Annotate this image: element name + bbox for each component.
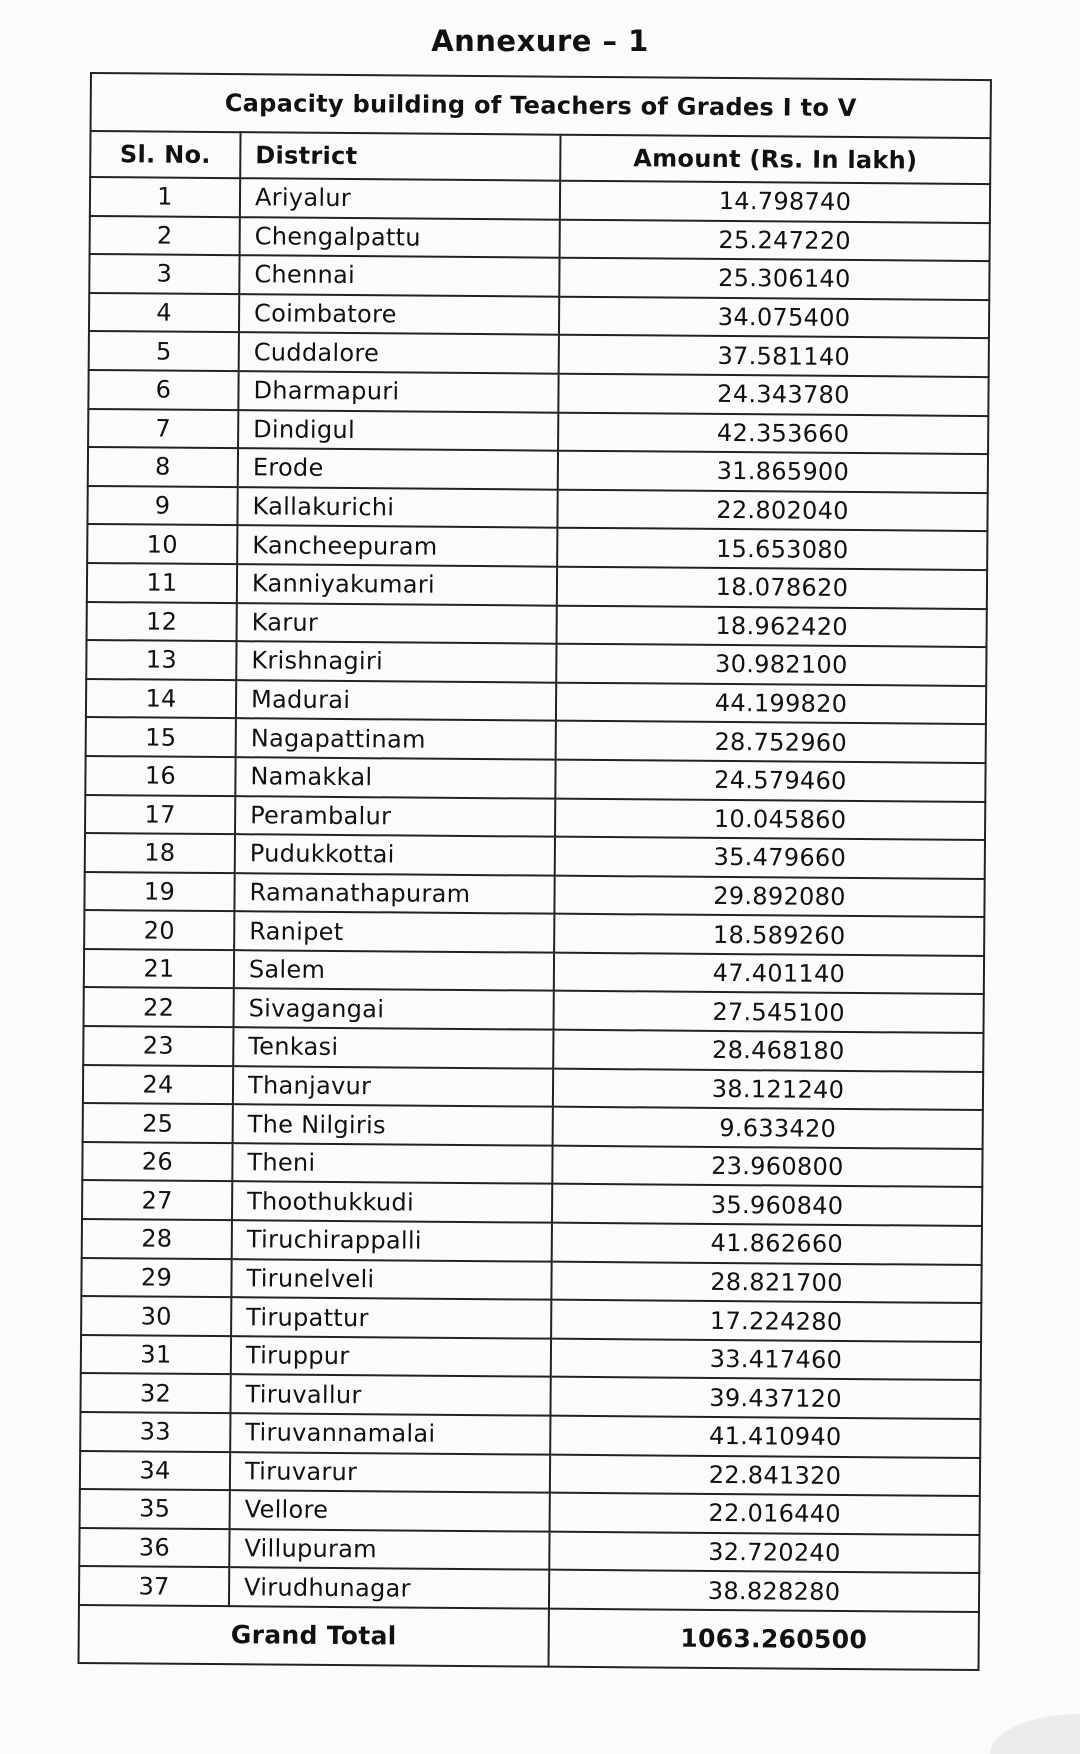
sl-no-cell: 36 — [79, 1528, 229, 1568]
district-cell: Tiruppur — [231, 1336, 551, 1377]
sl-no-cell: 10 — [87, 524, 237, 564]
district-cell: Vellore — [230, 1490, 550, 1531]
amount-cell: 33.417460 — [551, 1338, 981, 1380]
amount-cell: 15.653080 — [557, 528, 987, 570]
amount-cell: 41.410940 — [550, 1416, 980, 1458]
district-cell: Erode — [238, 448, 558, 489]
amount-cell: 24.343780 — [558, 374, 988, 416]
sl-no-cell: 16 — [85, 756, 235, 796]
amount-cell: 44.199820 — [556, 682, 986, 724]
district-cell: Sivagangai — [234, 989, 554, 1030]
amount-cell: 28.821700 — [551, 1261, 981, 1303]
grand-total-amount: 1063.260500 — [548, 1609, 978, 1670]
sl-no-cell: 9 — [87, 486, 237, 526]
amount-cell: 28.752960 — [556, 721, 986, 763]
sl-no-cell: 37 — [79, 1566, 229, 1606]
district-cell: Thanjavur — [233, 1066, 553, 1107]
district-cell: Chennai — [239, 255, 559, 296]
district-cell: Krishnagiri — [236, 641, 556, 682]
amount-cell: 38.121240 — [553, 1068, 983, 1110]
header-district: District — [240, 132, 560, 181]
amount-cell: 25.306140 — [559, 258, 989, 300]
amount-cell: 23.960800 — [552, 1146, 982, 1188]
amount-cell: 41.862660 — [552, 1223, 982, 1265]
sl-no-cell: 26 — [82, 1142, 232, 1182]
district-cell: Dindigul — [238, 410, 558, 451]
amount-cell: 35.960840 — [552, 1184, 982, 1226]
sl-no-cell: 31 — [81, 1335, 231, 1375]
amount-cell: 39.437120 — [550, 1377, 980, 1419]
district-cell: Tirupattur — [231, 1297, 551, 1338]
sl-no-cell: 27 — [82, 1180, 232, 1220]
sl-no-cell: 30 — [81, 1296, 231, 1336]
sl-no-cell: 28 — [82, 1219, 232, 1259]
district-cell: Kallakurichi — [237, 487, 557, 528]
district-cell: Nagapattinam — [236, 718, 556, 759]
amount-cell: 9.633420 — [553, 1107, 983, 1149]
amount-cell: 18.078620 — [557, 567, 987, 609]
page-corner-shadow — [990, 1714, 1080, 1754]
amount-cell: 31.865900 — [558, 451, 988, 493]
amount-cell: 22.841320 — [550, 1454, 980, 1496]
sl-no-cell: 22 — [84, 987, 234, 1027]
district-cell: Tenkasi — [233, 1027, 553, 1068]
amount-cell: 30.982100 — [556, 644, 986, 686]
sl-no-cell: 4 — [89, 293, 239, 333]
amount-cell: 18.589260 — [554, 914, 984, 956]
district-cell: Kanniyakumari — [237, 564, 557, 605]
district-cell: Salem — [234, 950, 554, 991]
amount-cell: 34.075400 — [559, 296, 989, 338]
amount-cell: 42.353660 — [558, 412, 988, 454]
sl-no-cell: 1 — [90, 177, 240, 217]
amount-cell: 22.016440 — [550, 1493, 980, 1535]
amount-cell: 10.045860 — [555, 798, 985, 840]
sl-no-cell: 11 — [87, 563, 237, 603]
sl-no-cell: 8 — [88, 447, 238, 487]
district-cell: Madurai — [236, 680, 556, 721]
sl-no-cell: 14 — [86, 679, 236, 719]
amount-cell: 27.545100 — [553, 991, 983, 1033]
amount-cell: 32.720240 — [549, 1531, 979, 1573]
district-cell: Ariyalur — [240, 178, 560, 219]
header-row — [90, 131, 990, 184]
table-body — [79, 177, 990, 1612]
district-cell: Dharmapuri — [238, 371, 558, 412]
district-cell: Perambalur — [235, 796, 555, 837]
district-cell: Karur — [237, 603, 557, 644]
grand-total-row — [79, 1605, 979, 1670]
sl-no-cell: 6 — [88, 370, 238, 410]
sl-no-cell: 25 — [83, 1103, 233, 1143]
sl-no-cell: 15 — [86, 717, 236, 757]
sl-no-cell: 35 — [80, 1489, 230, 1529]
allocation-table — [77, 72, 991, 1671]
district-cell: Kancheepuram — [237, 526, 557, 567]
sl-no-cell: 17 — [85, 794, 235, 834]
header-sl-no: Sl. No. — [90, 131, 240, 178]
district-cell: Theni — [232, 1143, 552, 1184]
sl-no-cell: 20 — [84, 910, 234, 950]
sl-no-cell: 18 — [85, 833, 235, 873]
amount-cell: 29.892080 — [554, 875, 984, 917]
caption-row — [91, 73, 991, 138]
amount-cell: 18.962420 — [557, 605, 987, 647]
amount-cell: 17.224280 — [551, 1300, 981, 1342]
grand-total-label: Grand Total — [79, 1605, 549, 1667]
sl-no-cell: 2 — [90, 216, 240, 256]
amount-cell: 35.479660 — [555, 837, 985, 879]
amount-cell: 47.401140 — [554, 953, 984, 995]
sl-no-cell: 12 — [87, 602, 237, 642]
district-cell: Coimbatore — [239, 294, 559, 335]
amount-cell: 37.581140 — [559, 335, 989, 377]
district-cell: Ramanathapuram — [234, 873, 554, 914]
amount-cell: 38.828280 — [549, 1570, 979, 1612]
district-cell: Tiruchirappalli — [232, 1220, 552, 1261]
district-cell: Virudhunagar — [229, 1568, 549, 1609]
district-cell: Namakkal — [235, 757, 555, 798]
sl-no-cell: 3 — [89, 254, 239, 294]
sl-no-cell: 13 — [86, 640, 236, 680]
sl-no-cell: 5 — [89, 331, 239, 371]
sl-no-cell: 32 — [80, 1373, 230, 1413]
header-amount: Amount (Rs. In lakh) — [560, 135, 990, 184]
sl-no-cell: 21 — [84, 949, 234, 989]
district-cell: Tirunelveli — [231, 1259, 551, 1300]
amount-cell: 24.579460 — [555, 760, 985, 802]
amount-cell: 14.798740 — [560, 181, 990, 223]
sl-no-cell: 24 — [83, 1065, 233, 1105]
annexure-title: Annexure – 1 — [431, 24, 649, 58]
sl-no-cell: 23 — [83, 1026, 233, 1066]
district-cell: Thoothukkudi — [232, 1182, 552, 1223]
sl-no-cell: 19 — [84, 872, 234, 912]
sl-no-cell: 29 — [81, 1258, 231, 1298]
district-cell: Tiruvannamalai — [230, 1413, 550, 1454]
district-cell: Villupuram — [229, 1529, 549, 1570]
district-cell: Cuddalore — [239, 333, 559, 374]
sl-no-cell: 7 — [88, 409, 238, 449]
district-cell: Tiruvarur — [230, 1452, 550, 1493]
district-cell: Tiruvallur — [230, 1375, 550, 1416]
sl-no-cell: 33 — [80, 1412, 230, 1452]
sl-no-cell: 34 — [80, 1451, 230, 1491]
table-caption: Capacity building of Teachers of Grades I to V — [91, 73, 991, 138]
district-cell: The Nilgiris — [233, 1104, 553, 1145]
allocation-table-wrapper — [77, 72, 989, 1671]
district-cell: Pudukkottai — [235, 834, 555, 875]
amount-cell: 25.247220 — [560, 219, 990, 261]
district-cell: Ranipet — [234, 911, 554, 952]
district-cell: Chengalpattu — [240, 217, 560, 258]
amount-cell: 22.802040 — [557, 489, 987, 531]
amount-cell: 28.468180 — [553, 1030, 983, 1072]
